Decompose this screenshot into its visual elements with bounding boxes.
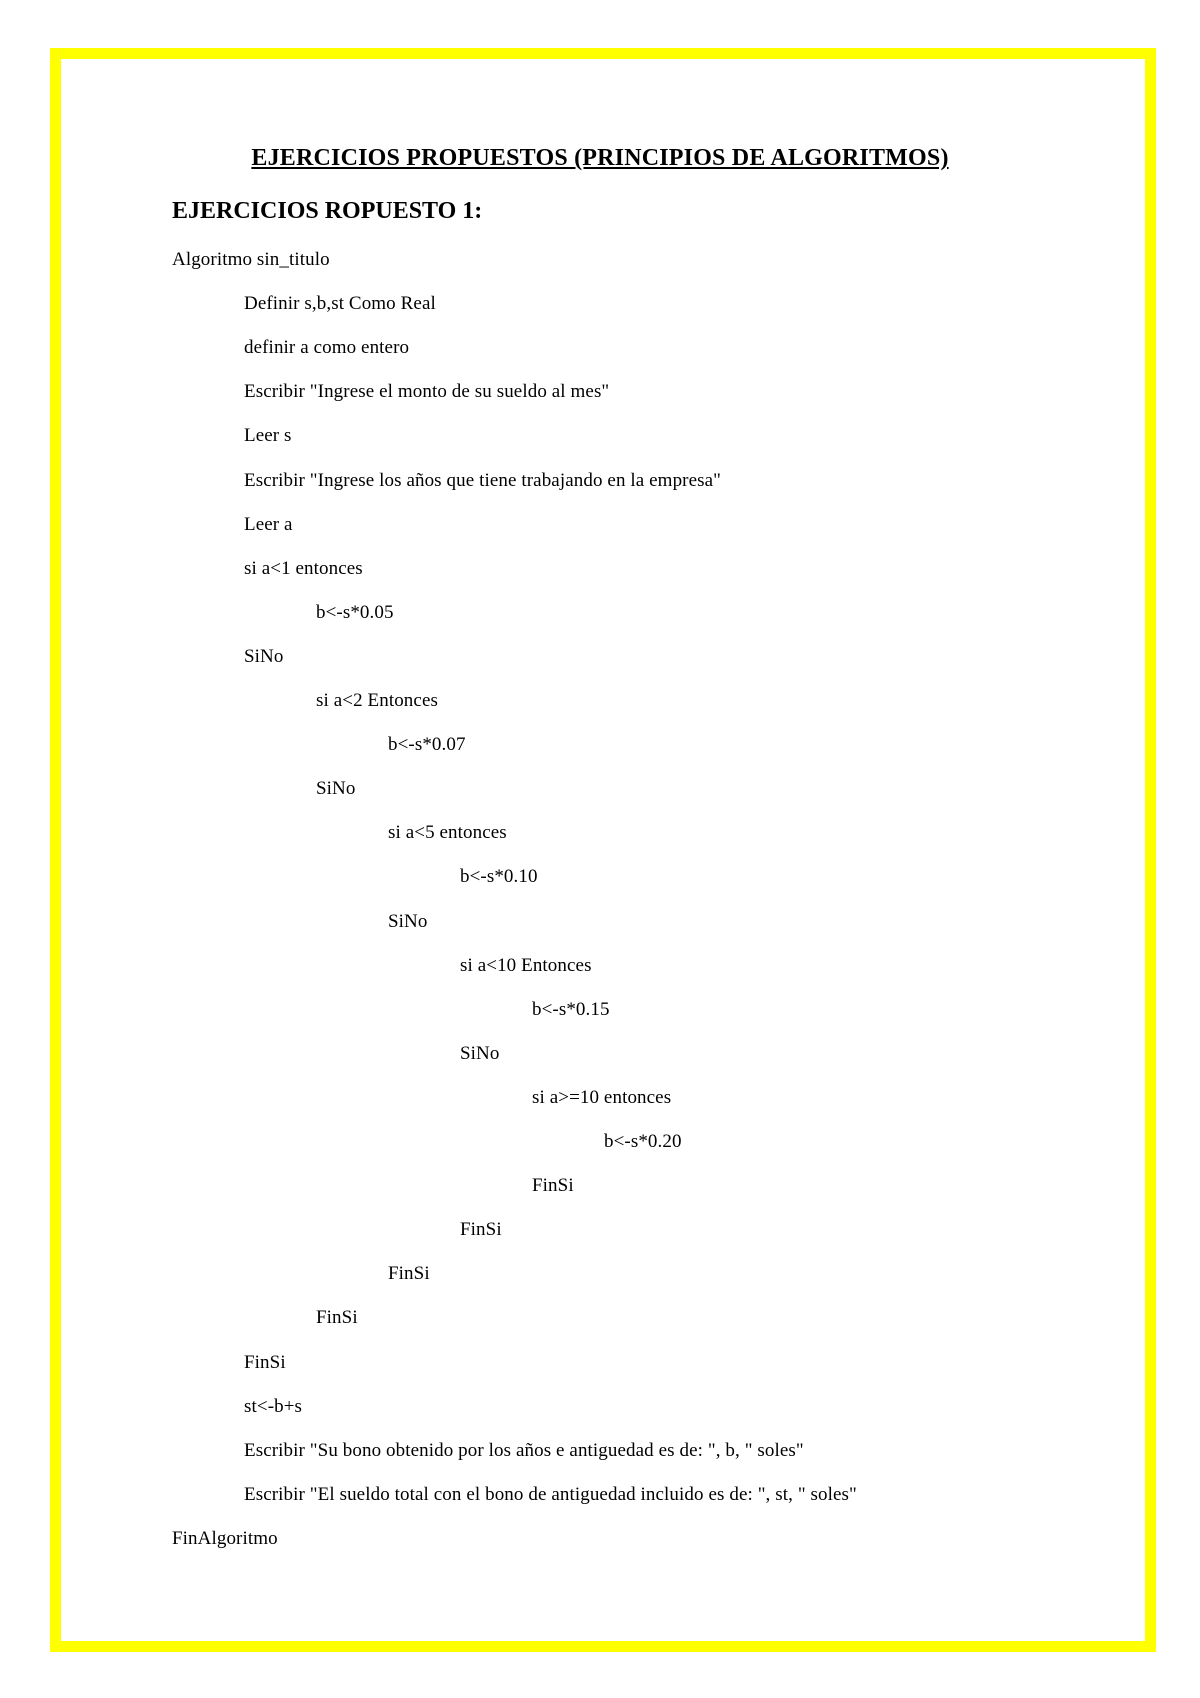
code-line: Leer a [244,514,293,535]
code-line: Escribir "Su bono obtenido por los años e antiguedad es de: ", b, " soles" [244,1440,804,1461]
code-line: si a>=10 entonces [532,1087,672,1108]
code-line: Algoritmo sin_titulo [172,249,330,270]
document-title: EJERCICIOS PROPUESTOS (PRINCIPIOS DE ALGORITMOS) [251,145,949,171]
code-line: si a<5 entonces [388,822,507,843]
code-line: si a<1 entonces [244,558,363,579]
code-line: b<-s*0.05 [316,602,394,623]
code-line: SiNo [388,911,428,932]
section-heading: EJERCICIOS ROPUESTO 1: [172,198,483,224]
code-line: Escribir "Ingrese el monto de su sueldo al mes" [244,381,610,402]
code-line: st<-b+s [244,1396,303,1417]
code-line: SiNo [460,1043,500,1064]
code-line: definir a como entero [244,337,410,358]
code-line: FinSi [532,1175,574,1196]
code-line: b<-s*0.15 [532,999,610,1020]
code-line: FinSi [316,1307,358,1328]
code-line: si a<2 Entonces [316,690,438,711]
code-line: b<-s*0.07 [388,734,466,755]
code-line: FinSi [460,1219,502,1240]
code-line: Escribir "Ingrese los años que tiene trabajando en la empresa" [244,470,722,491]
code-line: SiNo [316,778,356,799]
code-line: FinSi [244,1352,286,1373]
code-line: b<-s*0.20 [604,1131,682,1152]
code-line: SiNo [244,646,284,667]
code-line: Definir s,b,st Como Real [244,293,436,314]
code-line: FinAlgoritmo [172,1528,278,1549]
code-line: Escribir "El sueldo total con el bono de antiguedad incluido es de: ", st, " soles" [244,1484,857,1505]
code-line: si a<10 Entonces [460,955,592,976]
code-line: Leer s [244,425,292,446]
code-line: FinSi [388,1263,430,1284]
code-line: b<-s*0.10 [460,866,538,887]
